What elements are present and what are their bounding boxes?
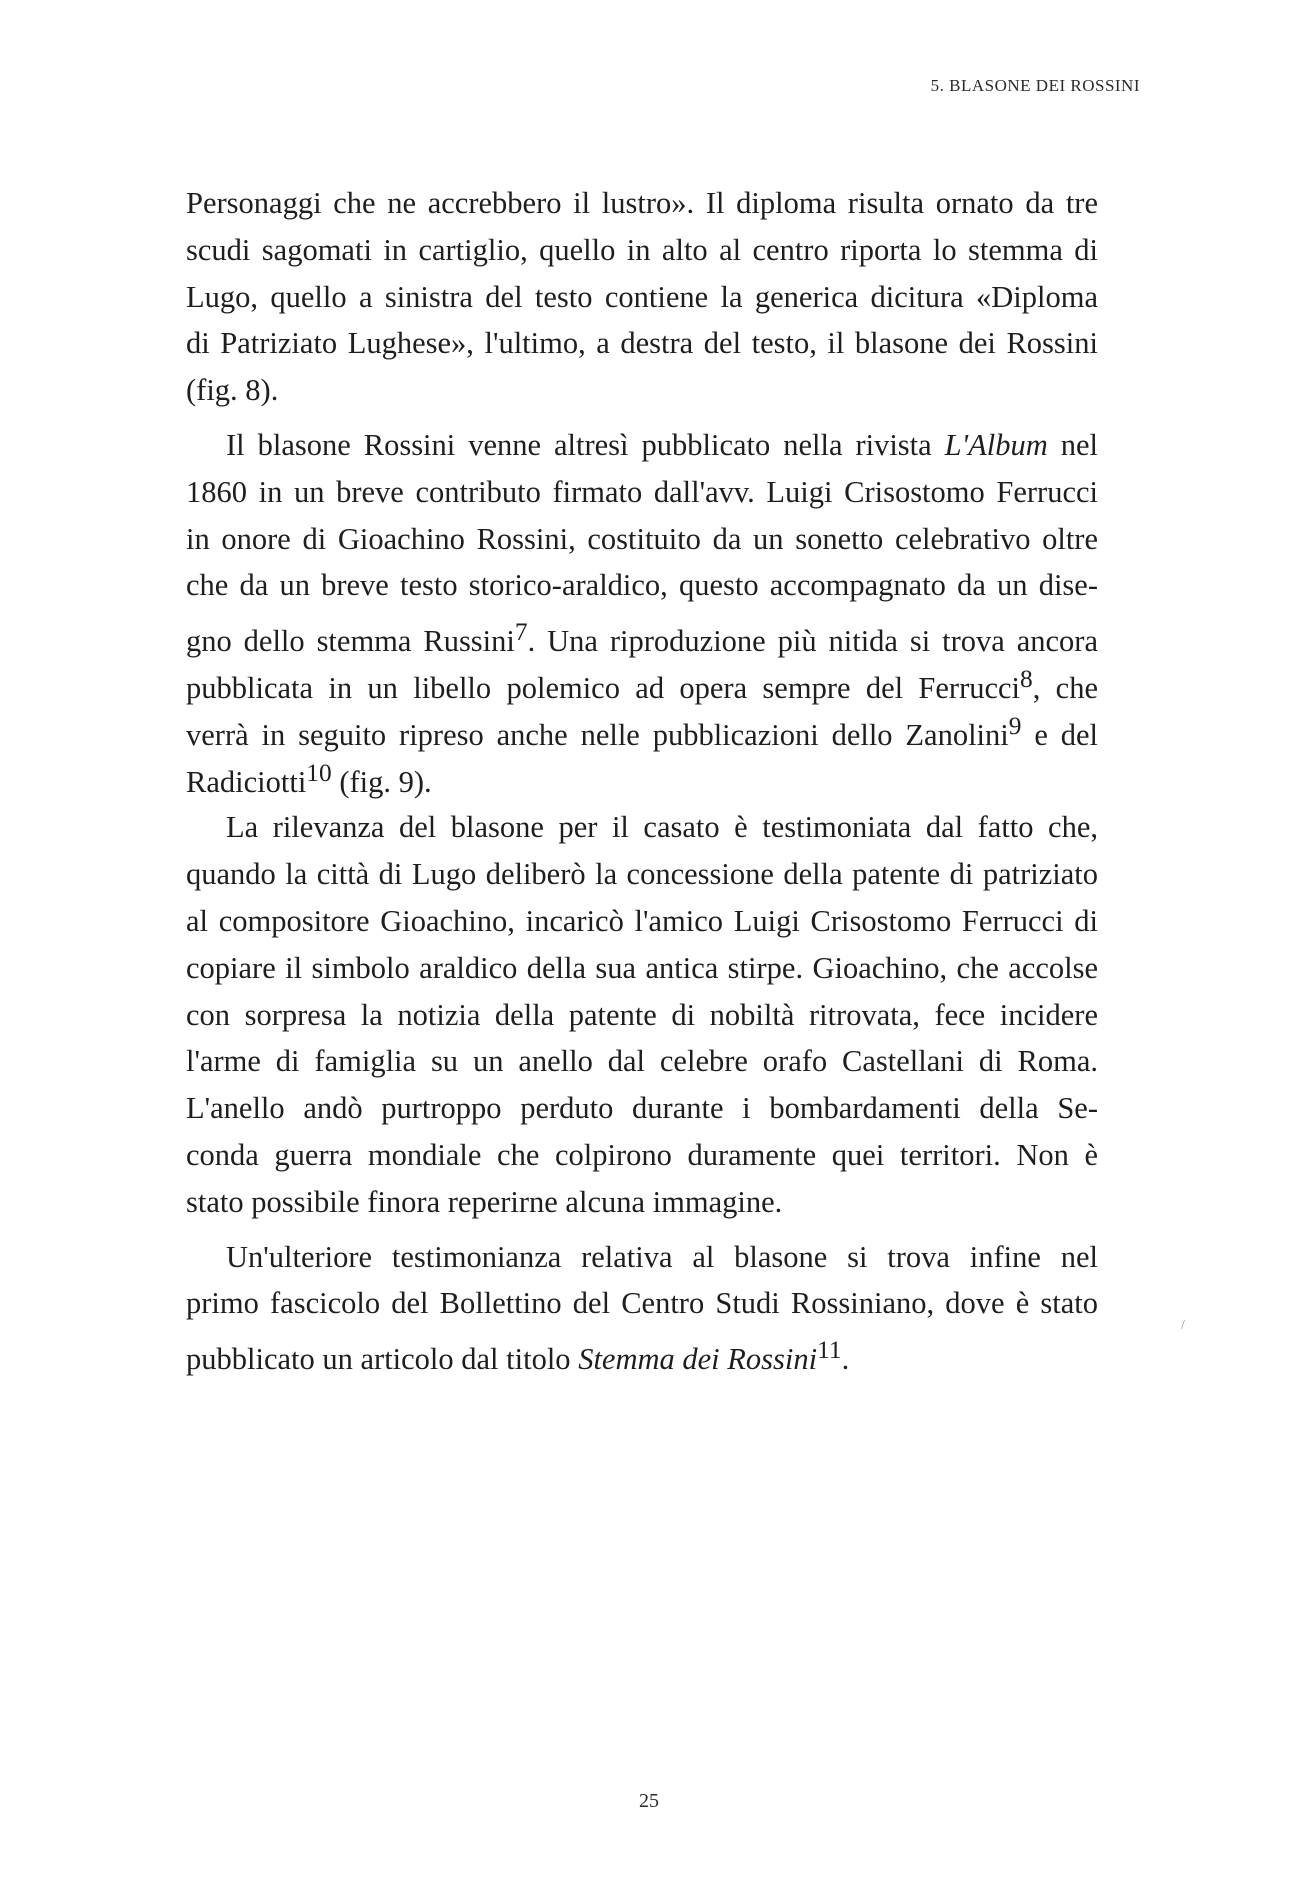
text-line: Lugo, quello a sinistra del testo contiene la generica dicitura «Diploma — [186, 279, 1098, 314]
footnote-ref: 8 — [1020, 664, 1033, 693]
text-line: primo fascicolo del Bollettino del Centro Studi Rossiniano, dove è stato — [186, 1286, 1098, 1321]
footnote-ref: 9 — [1008, 711, 1022, 740]
text-line: in onore di Gioachino Rossini, costituito da un sonetto celebrativo oltre — [186, 521, 1098, 556]
text-line: al compositore Gioachino, incaricò l'amico Luigi Crisostomo Ferrucci di — [186, 903, 1098, 938]
text-line: gno dello stemma Russini$^7$. Una riproduzione più nitida si trova ancora — [186, 618, 1098, 659]
footnote-ref: 7 — [514, 618, 528, 647]
text-line: Radiciotti$^{10}$ (fig. 9). — [186, 758, 432, 799]
text-line: (fig. 8). — [186, 373, 279, 408]
paragraph-3 — [186, 804, 1098, 1225]
paragraph-1 — [186, 180, 1098, 414]
paragraph-4 — [186, 1234, 1098, 1377]
text-line: con sorpresa la notizia della patente di nobiltà ritrovata, fece incidere — [186, 997, 1098, 1032]
running-head: 5. BLASONE DEI ROSSINI — [930, 76, 1140, 95]
text-line: La rilevanza del blasone per il casato è testimoniata dal fatto che, — [226, 810, 1098, 845]
page-number: 25 — [639, 1790, 659, 1812]
text-line: L'anello andò purtroppo perduto durante i bombardamenti della Se- — [186, 1091, 1098, 1126]
text-line: scudi sagomati in cartiglio, quello in alto al centro riporta lo stemma di — [186, 232, 1098, 267]
text-line: quando la città di Lugo deliberò la concessione della patente di patriziato — [186, 857, 1098, 892]
journal-title-italic: L'Album — [944, 427, 1048, 462]
article-title-italic: Stemma dei Rossini — [578, 1342, 818, 1377]
text-line: Il blasone Rossini venne altresì pubblicato nella rivista L'Album nel — [226, 427, 1098, 462]
text-line: Un'ulteriore testimonianza relativa al blasone si trova infine nel — [226, 1239, 1098, 1274]
text-line: verrà in seguito ripreso anche nelle pubblicazioni dello Zanolini$^9$ e del — [186, 711, 1098, 752]
text-line: 1860 in un breve contributo firmato dall'avv. Luigi Crisostomo Ferrucci — [186, 474, 1098, 509]
text-line: l'arme di famiglia su un anello dal celebre orafo Castellani di Roma. — [186, 1044, 1098, 1079]
text-line: pubblicata in un libello polemico ad opera sempre del Ferrucci$^8$, che — [186, 664, 1099, 706]
text-line: che da un breve testo storico-araldico, questo accompagnato da un dise- — [186, 568, 1098, 603]
text-line: Personaggi che ne accrebbero il lustro». Il diploma risulta ornato da tre — [186, 186, 1098, 220]
text-line: pubblicato un articolo dal titolo Stemma dei Rossini$^{11}$. — [186, 1336, 850, 1377]
paragraph-2 — [186, 422, 1099, 799]
text-line: conda guerra mondiale che colpirono duramente quei territori. Non è — [186, 1137, 1098, 1172]
footnote-ref: 11 — [817, 1336, 842, 1365]
text-line: copiare il simbolo araldico della sua antica stirpe. Gioachino, che accolse — [186, 950, 1098, 985]
stray-mark: / — [1181, 1318, 1185, 1333]
footnote-ref: 10 — [306, 758, 332, 787]
text-line: di Patriziato Lughese», l'ultimo, a destra del testo, il blasone dei Rossini — [186, 326, 1098, 361]
body-text — [186, 180, 1099, 1377]
text-line: stato possibile finora reperirne alcuna immagine. — [186, 1184, 783, 1219]
